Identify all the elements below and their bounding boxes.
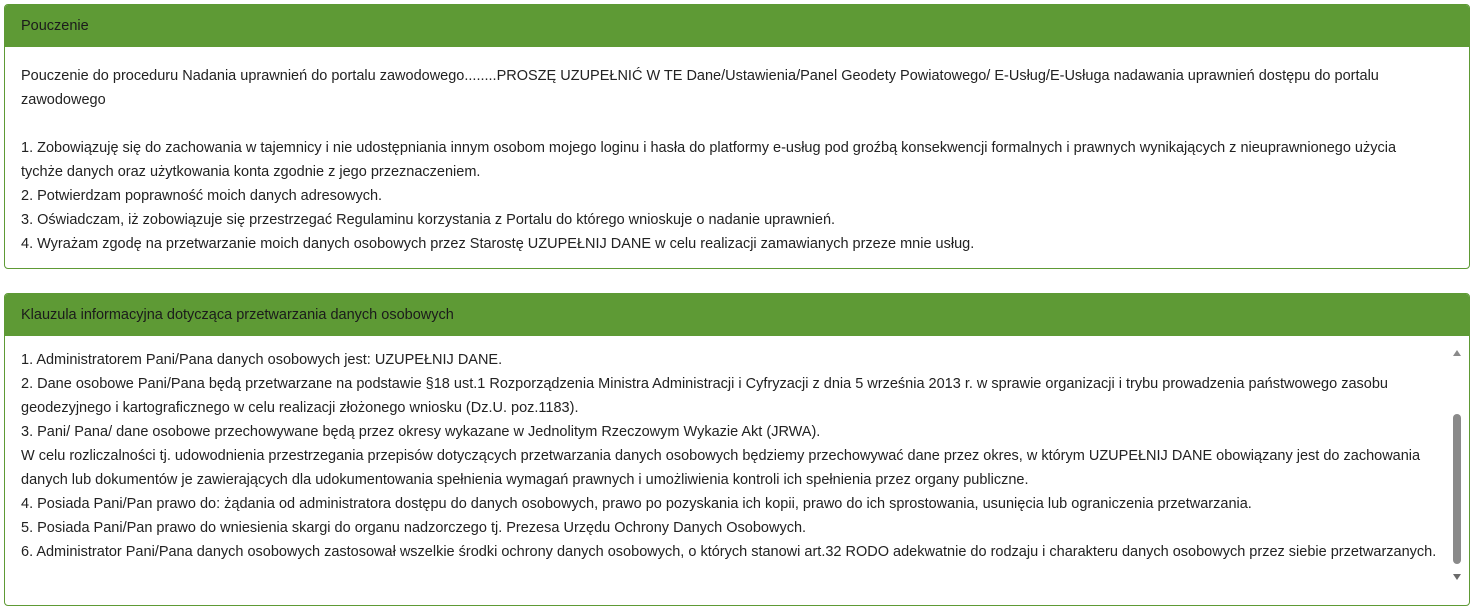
instruction-item-4: 4. Wyrażam zgodę na przetwarzanie moich danych osobowych przez Starostę UZUPEŁNIJ DANE w celu realizacji zamawianych przeze mnie usług. (21, 236, 975, 252)
gdpr-item-1: 1. Administratorem Pani/Pana danych osobowych jest: UZUPEŁNIJ DANE. (21, 352, 503, 368)
instruction-intro: Pouczenie do proceduru Nadania uprawnień do portalu zawodowego........PROSZĘ UZUPEŁNIĆ W TE Dane/Ustawienia/Panel Geodety Powiatowego/ E-Usług/E-Usługa nadawania uprawnień dostępu do portalu zawodowego (21, 68, 1379, 108)
gdpr-scroll-area[interactable] (5, 336, 1469, 588)
gdpr-content (5, 348, 1469, 564)
gdpr-item-2: 2. Dane osobowe Pani/Pana będą przetwarzane na podstawie §18 ust.1 Rozporządzenia Ministra Administracji i Cyfryzacji z dnia 5 września 2013 r. w sprawie organizacji i trybu prowadzenia państwowego zasobu geodezyjnego i kartograficznego w celu realizacji złożonego wniosku (Dz.U. poz.1183). (21, 376, 1388, 416)
instruction-item-1: 1. Zobowiązuję się do zachowania w tajemnicy i nie udostępniania innym osobom mojego loginu i hasła do platformy e-usług pod groźbą konsekwencji formalnych i prawnych wynikających z nieuprawnionego użycia tychże danych oraz użytkowania konta zgodnie z jego przeznaczeniem. (21, 140, 1397, 180)
instruction-panel-body (5, 47, 1469, 256)
gdpr-item-5: 5. Posiada Pani/Pan prawo do wniesienia skargi do organu nadzorczego tj. Prezesa Urzędu Ochrony Danych Osobowych. (21, 520, 807, 536)
instruction-panel-title: Pouczenie (5, 5, 1469, 47)
scroll-up-arrow-icon[interactable] (1453, 350, 1461, 356)
gdpr-item-3: 3. Pani/ Pana/ dane osobowe przechowywane będą przez okresy wykazane w Jednolitym Rzeczowym Wykazie Akt (JRWA). (21, 424, 821, 440)
gdpr-item-4: 4. Posiada Pani/Pan prawo do: żądania od administratora dostępu do danych osobowych, prawo po pozyskania ich kopii, prawo do ich sprostowania, usunięcia lub ograniczenia przetwarzania. (21, 496, 1252, 512)
instruction-item-2: 2. Potwierdzam poprawność moich danych adresowych. (21, 188, 383, 204)
gdpr-panel (4, 293, 1470, 606)
gdpr-item-6: 6. Administrator Pani/Pana danych osobowych zastosował wszelkie środki ochrony danych osobowych, o których stanowi art.32 RODO adekwatnie do rodzaju i charakteru danych osobowych przez siebie przetwarzanych. (21, 544, 1437, 560)
gdpr-panel-title: Klauzula informacyjna dotycząca przetwarzania danych osobowych (5, 294, 1469, 336)
gdpr-item-3-continuation: W celu rozliczalności tj. udowodnienia przestrzegania przepisów dotyczących przetwarzania danych osobowych będziemy przechowywać dane przez okres, w którym UZUPEŁNIJ DANE obowiązany jest do zachowania danych lub dokumentów je zawierających dla udokumentowania spełnienia wymagań prawnych i umożliwienia kontroli ich spełnienia przez organy publiczne. (21, 448, 1421, 488)
scroll-thumb[interactable] (1453, 414, 1461, 564)
instruction-panel (4, 4, 1470, 269)
instruction-item-3: 3. Oświadczam, iż zobowiązuje się przestrzegać Regulaminu korzystania z Portalu do którego wnioskuje o nadanie uprawnień. (21, 212, 836, 228)
gdpr-scrollbar[interactable] (1452, 348, 1463, 584)
scroll-down-arrow-icon[interactable] (1453, 574, 1461, 580)
